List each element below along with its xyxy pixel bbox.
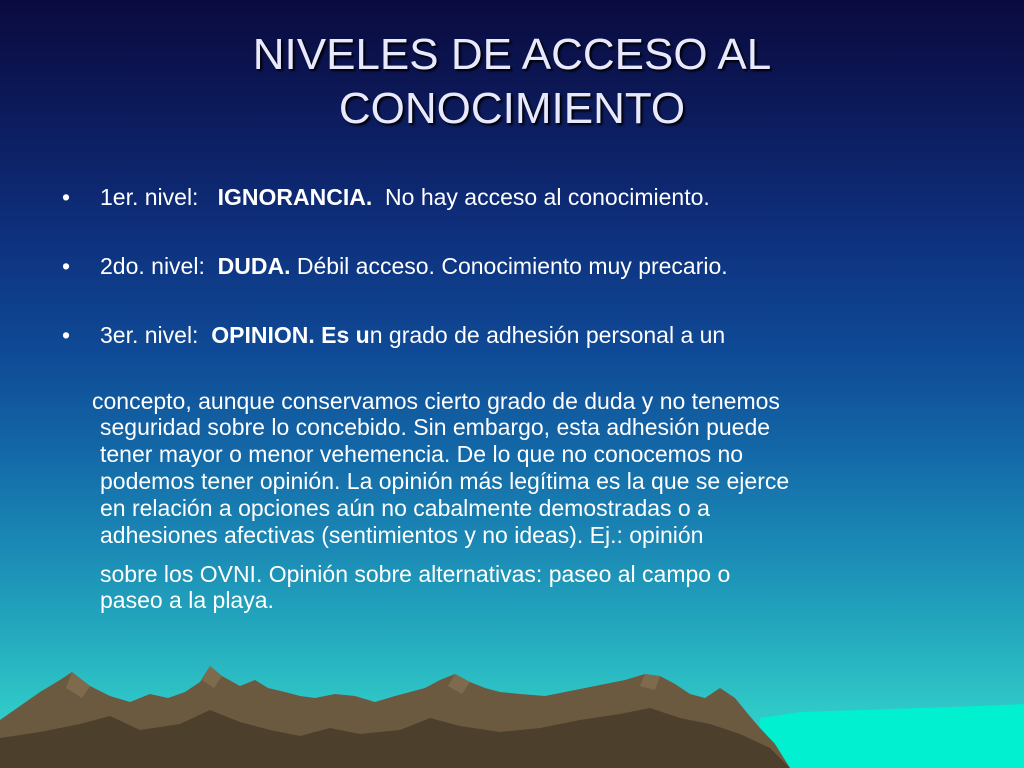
paragraph-line: seguridad sobre lo concebido. Sin embargo, esta adhesión puede: [100, 414, 771, 440]
bullet-text: n grado de adhesión personal a un: [369, 322, 726, 348]
paragraph-line: adhesiones afectivas (sentimientos y no ideas). Ej.: opinión: [100, 522, 704, 548]
bullet-bold: OPINION. Es u: [211, 322, 370, 348]
paragraph-line: concepto, aunque conservamos cierto grado de duda y no tenemos: [92, 388, 780, 414]
bullet-label: 3er. nivel:: [100, 322, 199, 348]
bullet-bold: IGNORANCIA.: [217, 184, 373, 210]
continuation-paragraph: [92, 388, 980, 549]
bullet-label: 1er. nivel:: [100, 184, 199, 210]
paragraph-line: paseo a la playa.: [100, 587, 274, 613]
bullet-item-1: [62, 184, 710, 210]
bullet-bold: DUDA.: [217, 253, 291, 279]
water-strip: [760, 704, 1024, 768]
bullet-text: Débil acceso. Conocimiento muy precario.: [296, 253, 728, 279]
bullet-marker: •: [62, 322, 71, 348]
bullet-label: 2do. nivel:: [100, 253, 205, 279]
bullet-item-3: [62, 322, 725, 348]
bullet-marker: •: [62, 253, 71, 279]
paragraph-line: tener mayor o menor vehemencia. De lo que no conocemos no: [100, 441, 744, 467]
paragraph-line: podemos tener opinión. La opinión más legítima es la que se ejerce: [100, 468, 790, 494]
bullet-item-2: [62, 253, 728, 279]
paragraph-line: en relación a opciones aún no cabalmente demostradas o a: [100, 495, 710, 521]
title-line-1: NIVELES DE ACCESO AL: [252, 30, 772, 79]
bullet-marker: •: [62, 184, 71, 210]
title-line-2: CONOCIMIENTO: [338, 84, 686, 133]
mountain-landscape: [0, 658, 1024, 768]
paragraph-line: sobre los OVNI. Opinión sobre alternativas: paseo al campo o: [100, 561, 731, 587]
paragraph-tail: [100, 561, 980, 613]
bullet-text: No hay acceso al conocimiento.: [385, 184, 710, 210]
